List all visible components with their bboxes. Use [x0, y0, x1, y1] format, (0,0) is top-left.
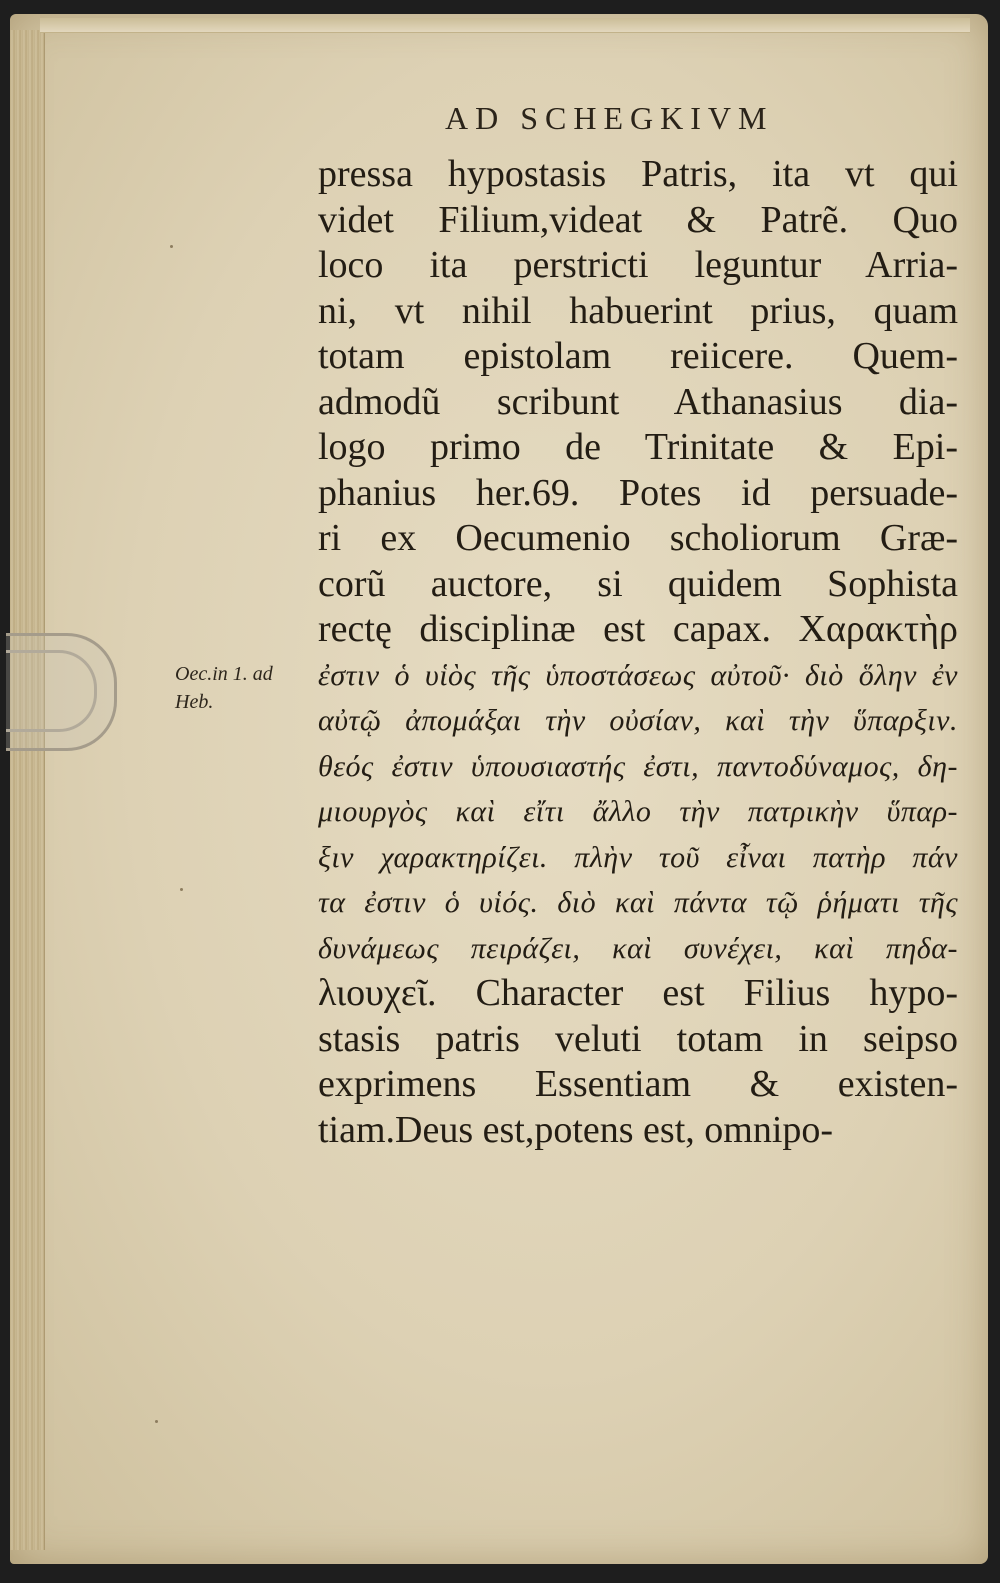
text-line: stasis patris veluti totam in seipso: [318, 1017, 958, 1060]
text-line: ri ex Oecumenio scholiorum Græ-: [318, 517, 958, 559]
greek-text-line: αὐτῷ ἀπομάξαι τὴν οὐσίαν, καὶ τὴν ὕπαρξιν.: [318, 704, 958, 737]
text-line: tiam.Deus est,potens est, omnipo-: [318, 1108, 834, 1151]
text-line: rectę disciplinæ est capax. Χαρακτὴρ: [318, 608, 958, 650]
marginal-note: [175, 660, 273, 716]
text-line: corũ auctore, si quidem Sophista: [318, 562, 958, 605]
text-line: videt Filium,videat & Patrẽ. Quo: [318, 198, 958, 241]
text-line: totam epistolam reiicere. Quem-: [318, 335, 958, 377]
text-line: exprimens Essentiam & existen-: [318, 1063, 958, 1105]
marginal-note-line: Oec.in 1. ad: [175, 663, 273, 685]
greek-text-line: τα ἐστιν ὁ υἱός. διὸ καὶ πάντα τῷ ῥήματι τῆς: [318, 886, 958, 919]
greek-text-line: θεός ἐστιν ὑπουσιαστής ἐστι, παντοδύναμος, δη-: [318, 749, 958, 783]
greek-text-line: ξιν χαρακτηρίζει. πλὴν τοῦ εἶναι πατὴρ πάν: [318, 840, 958, 874]
paper-speck: [170, 245, 173, 248]
page-edge-stack: [10, 30, 45, 1550]
marginal-note-line: Heb.: [175, 691, 214, 713]
running-head: AD SCHEGKIVM: [445, 100, 774, 136]
greek-text-line: μιουργὸς καὶ εἴτι ἄλλο τὴν πατρικὴν ὕπαρ-: [318, 795, 958, 828]
top-page-edge: [40, 18, 970, 33]
greek-text-line: ἐστιν ὁ υἱὸς τῆς ὑποστάσεως αὐτοῦ· διὸ ὅλην ἐν: [318, 658, 958, 692]
paper-speck: [180, 888, 183, 891]
text-line: phanius her.69. Potes id persuade-: [318, 471, 958, 514]
body-text: [318, 152, 958, 1153]
text-line: admodũ scribunt Athanasius dia-: [318, 380, 958, 423]
paper-speck: [155, 1420, 158, 1423]
text-line: logo primo de Trinitate & Epi-: [318, 426, 958, 468]
greek-text-line: δυνάμεως πειράζει, καὶ συνέχει, καὶ πηδα-: [318, 931, 958, 965]
text-line: loco ita perstricti leguntur Arria-: [318, 244, 958, 286]
text-line: λιουχεῖ. Character est Filius hypo-: [318, 972, 958, 1014]
text-line: pressa hypostasis Patris, ita vt qui: [318, 153, 958, 195]
text-line: ni, vt nihil habuerint prius, quam: [318, 289, 958, 332]
clip-inner-loop: [6, 650, 97, 732]
